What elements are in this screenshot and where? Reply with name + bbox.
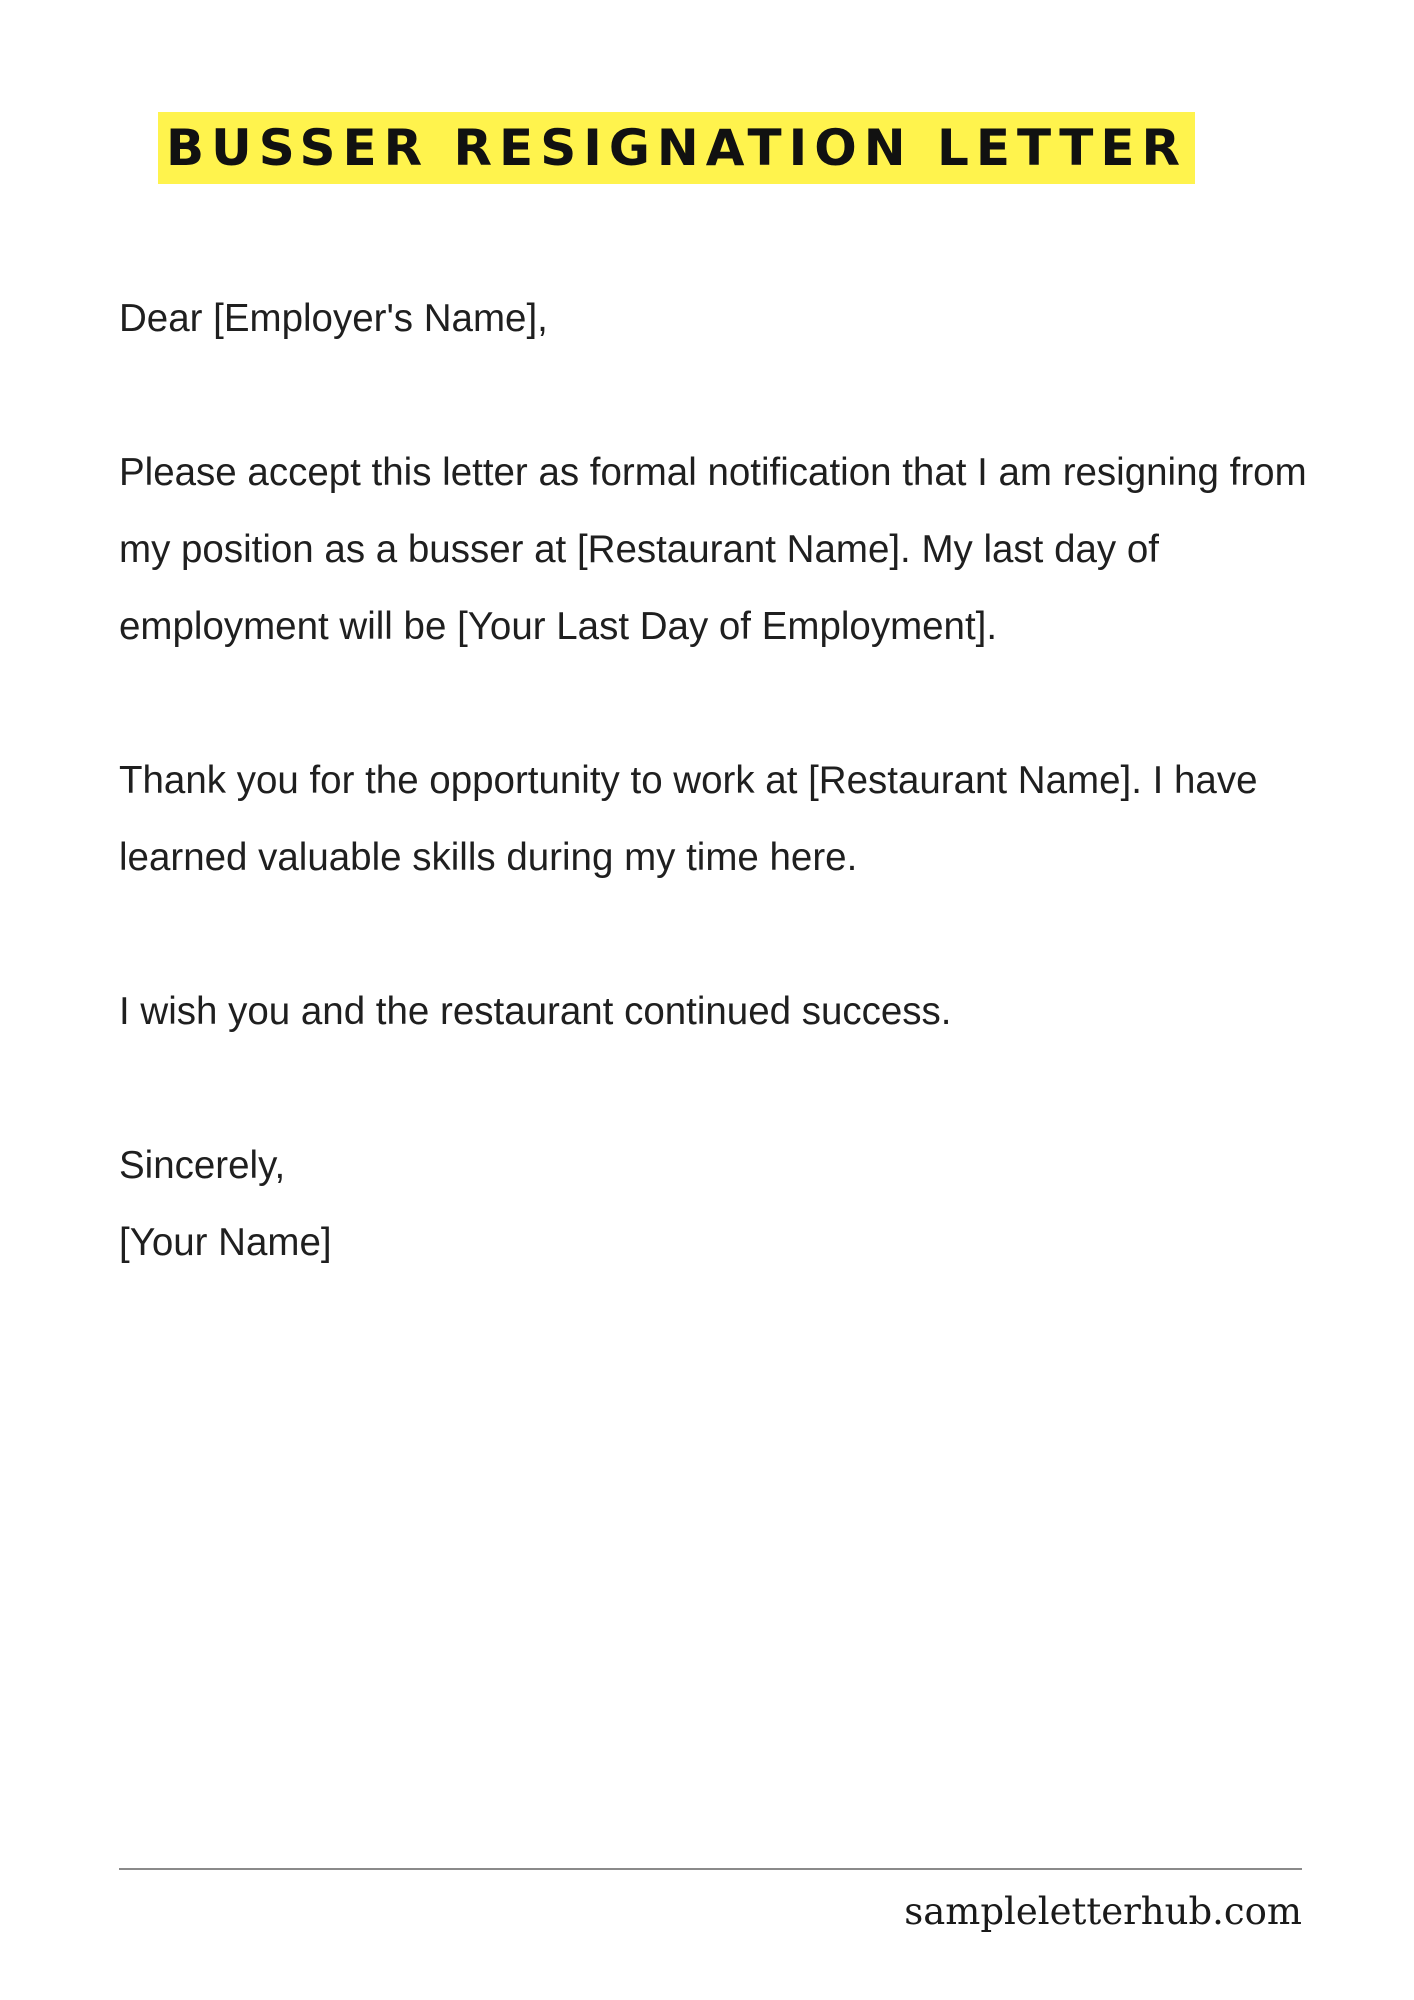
closing-phrase: Sincerely, xyxy=(119,1144,286,1187)
body-paragraph-2: Thank you for the opportunity to work at [Restaurant Name]. I have learned valuable skills during my time here. xyxy=(119,759,1258,879)
salutation: Dear [Employer's Name], xyxy=(119,297,548,340)
footer-website: sampleletterhub.com xyxy=(904,1890,1302,1933)
letter-body xyxy=(119,280,1359,1281)
body-paragraph-1: Please accept this letter as formal notification that I am resigning from my position as a busser at [Restaurant Name]. My last day of employment will be [Your Last Day of Employment]. xyxy=(119,451,1307,648)
title-highlight xyxy=(158,112,1195,184)
letter-title: BUSSER RESIGNATION LETTER xyxy=(166,119,1188,177)
signature-name: [Your Name] xyxy=(119,1221,332,1264)
closing-block xyxy=(119,1127,1359,1281)
footer-divider xyxy=(119,1868,1302,1870)
body-paragraph-3: I wish you and the restaurant continued success. xyxy=(119,990,952,1033)
